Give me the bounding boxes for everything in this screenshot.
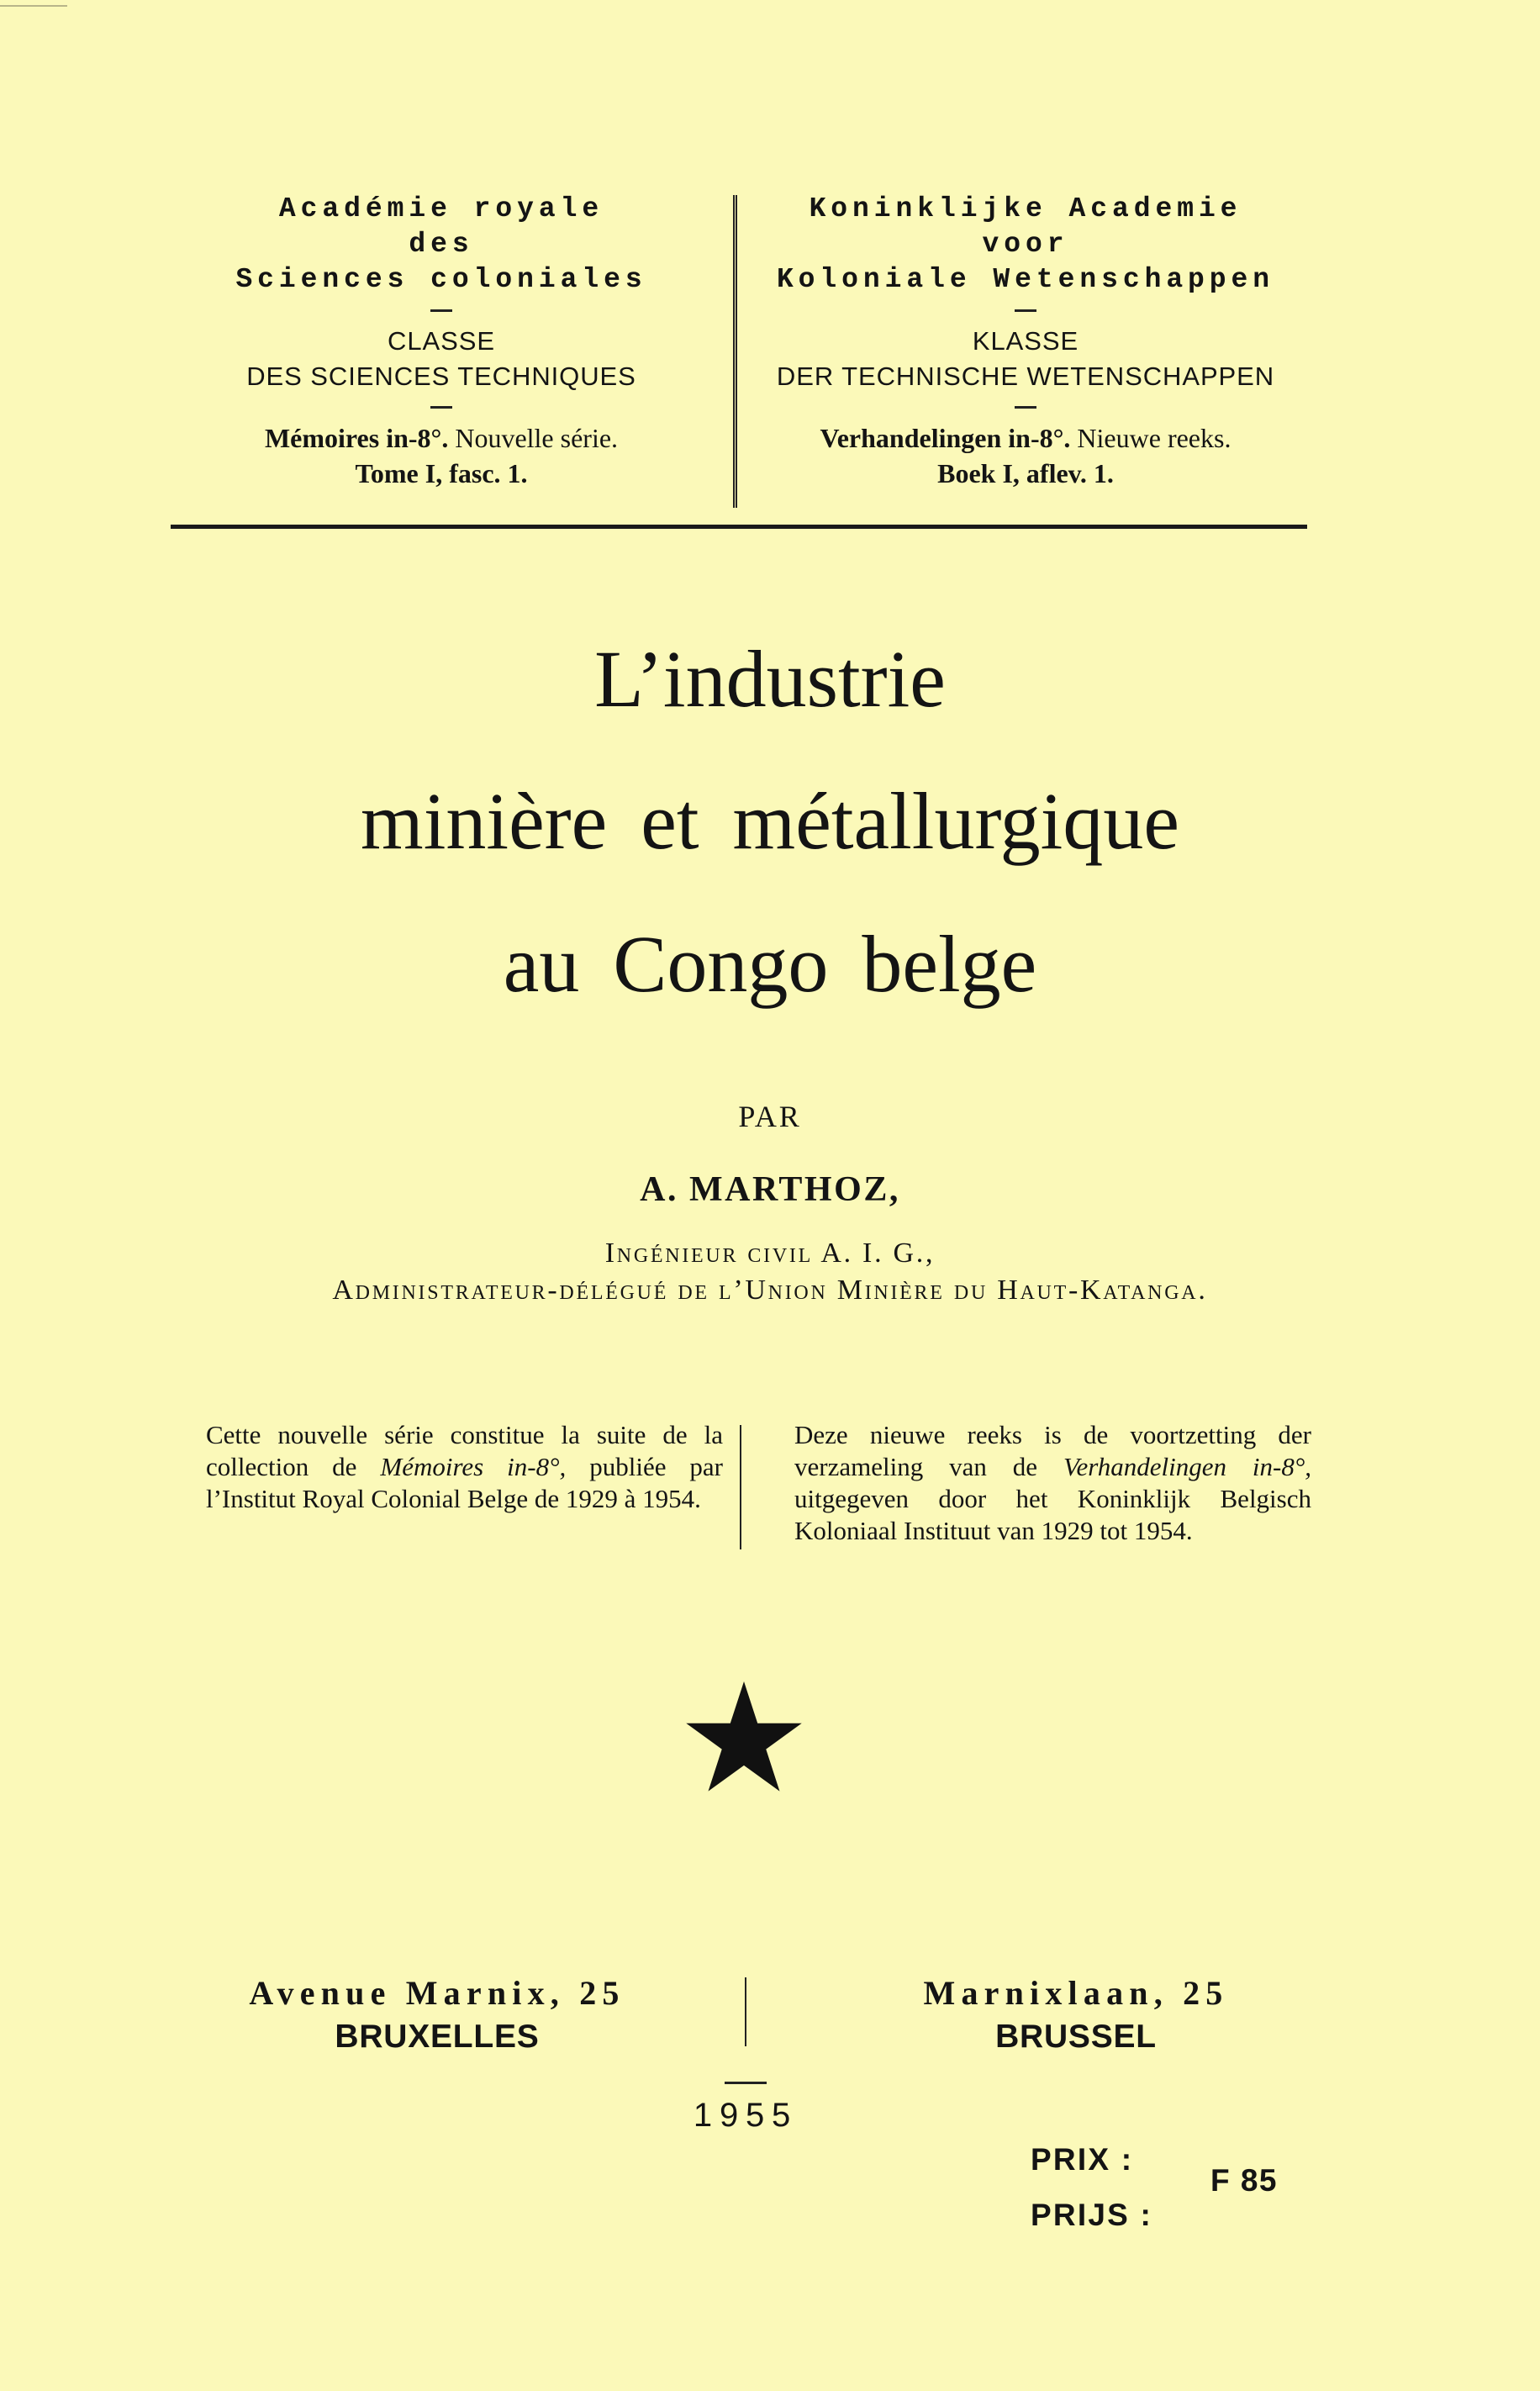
series-info-fr: Mémoires in-8°. Nouvelle série. Tome I, fasc. 1. bbox=[264, 423, 619, 488]
title-line-1: L’industrie bbox=[594, 634, 946, 724]
series-note-fr: Cette nouvelle série constitue la suite de la collection de Mémoires in-8°, publiée par l’Institut Royal Colonial Belge de 1929 à 1954. bbox=[206, 1420, 723, 1513]
academy-name-fr: Académie royale des Sciences coloniales bbox=[235, 193, 647, 295]
title-line-3: au Congo belge bbox=[503, 919, 1037, 1009]
prix-label: PRIX : bbox=[1031, 2142, 1134, 2177]
street-fr: Avenue Marnix, 25 bbox=[249, 1974, 625, 2012]
author-affiliation-2: Administrateur-délégué de l’Union Minière du Haut-Katanga. bbox=[332, 1275, 1208, 1306]
prijs-label: PRIJS : bbox=[1031, 2198, 1153, 2232]
dash-divider bbox=[1015, 406, 1036, 409]
academy-name-nl: Koninklijke Academie voor Koloniale Wetenschappen bbox=[776, 193, 1275, 295]
street-nl: Marnixlaan, 25 bbox=[923, 1974, 1229, 2012]
header-left bbox=[172, 192, 710, 491]
class-name-nl: KLASSE DER TECHNISCHE WETENSCHAPPEN bbox=[776, 326, 1275, 391]
title-line-2: minière et métallurgique bbox=[361, 776, 1179, 866]
author-name: A. MARTHOZ, bbox=[640, 1170, 900, 1209]
address-fr bbox=[202, 1971, 672, 2059]
star-icon bbox=[686, 1681, 802, 1792]
notes-divider bbox=[740, 1425, 741, 1549]
city-nl: BRUSSEL bbox=[995, 2019, 1157, 2055]
series-info-nl: Verhandelingen in-8°. Nieuwe reeks. Boek I, aflev. 1. bbox=[820, 423, 1231, 488]
address-nl bbox=[841, 1971, 1311, 2059]
par-label: PAR bbox=[738, 1100, 802, 1133]
series-note-nl: Deze nieuwe reeks is de voortzetting der verzameling van de Verhandelingen in-8°, uitgegeven door het Koninklijk Belgisch Koloniaal Instituut van 1929 tot 1954. bbox=[794, 1420, 1311, 1545]
tome-label-nl: Boek I, aflev. 1. bbox=[937, 458, 1114, 488]
price-labels bbox=[1031, 2132, 1152, 2243]
tome-label-fr: Tome I, fasc. 1. bbox=[355, 458, 528, 488]
header-rule bbox=[171, 525, 1307, 529]
class-name-fr: CLASSE DES SCIENCES TECHNIQUES bbox=[246, 326, 636, 391]
dash-divider bbox=[430, 309, 452, 312]
year-dash bbox=[725, 2082, 767, 2084]
publication-year: 1955 bbox=[693, 2097, 799, 2134]
header-divider bbox=[733, 195, 737, 508]
author-affiliation-1: Ingénieur civil A. I. G., bbox=[604, 1238, 936, 1269]
top-edge-mark bbox=[0, 5, 67, 7]
city-fr: BRUXELLES bbox=[335, 2019, 540, 2055]
footer-divider bbox=[745, 1977, 746, 2046]
header-right bbox=[757, 192, 1295, 491]
price-value: F 85 bbox=[1210, 2163, 1278, 2198]
dash-divider bbox=[430, 406, 452, 409]
dash-divider bbox=[1015, 309, 1036, 312]
